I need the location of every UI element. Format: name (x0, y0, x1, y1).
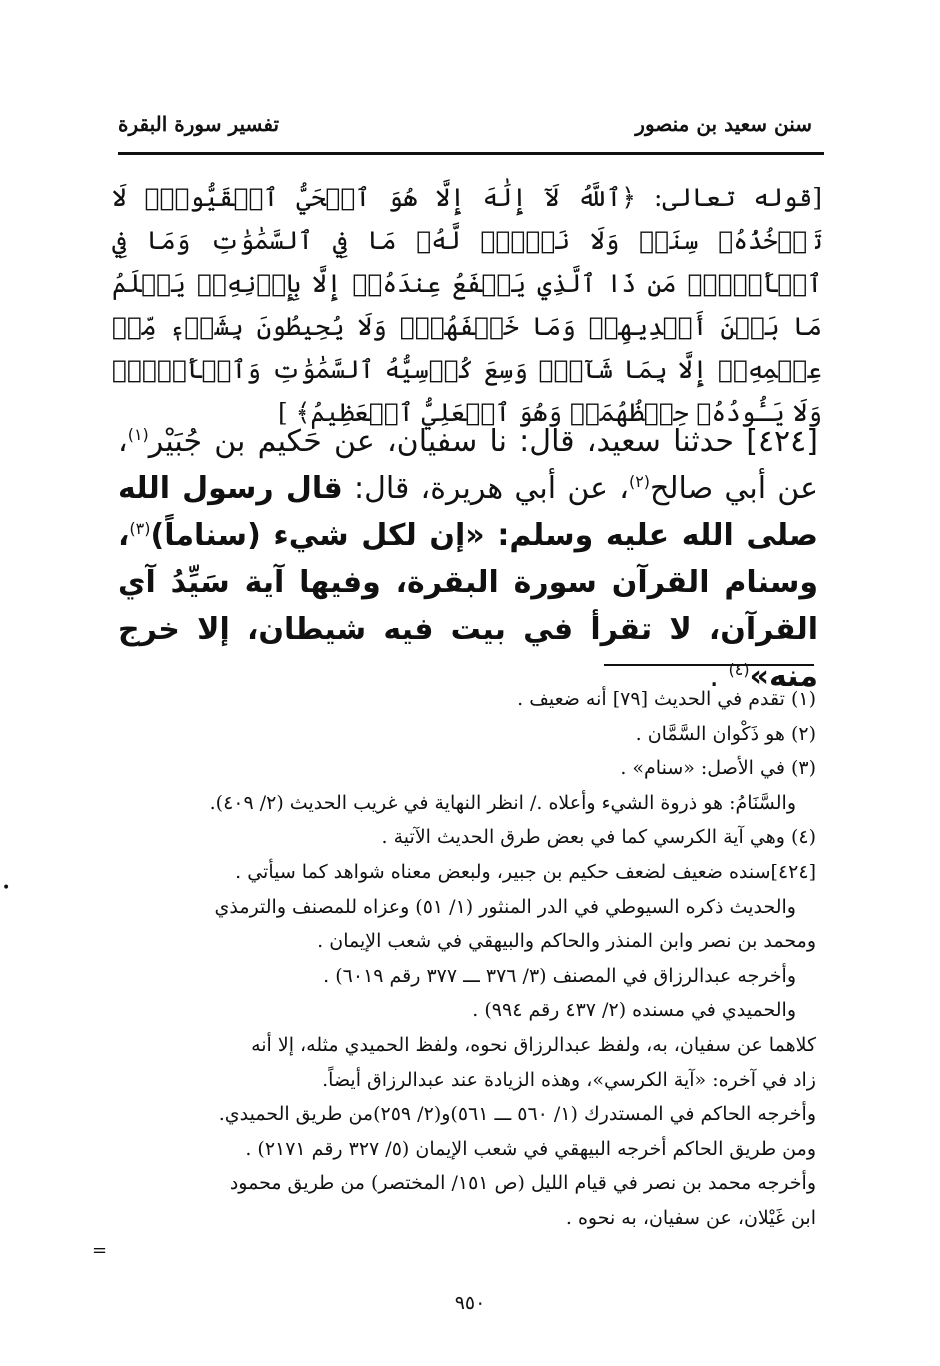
page-number: ٩٥٠ (454, 1292, 486, 1314)
header-rule (118, 152, 824, 155)
hadith-isnad: حدثنا سعيد، قال: نا سفيان، عن حَكيم بن جُبَيْر (148, 424, 734, 459)
takhrij-line: ابن غَيْلان، عن سفيان، به نحوه . (565, 1206, 816, 1229)
takhrij-line: زاد في آخره: «آية الكرسي»، وهذه الزيادة عند عبدالرزاق أيضاً. (322, 1068, 816, 1091)
footnote-line: (١) تقدم في الحديث [٧٩] أنه ضعيف . (517, 688, 816, 710)
footnote-line: (٢) هو ذَكْوان السَّمَّان . (635, 722, 816, 745)
footnote-line: والسَّنَامُ: هو ذروة الشيء وأعلاه ./ انظر النهاية في غريب الحديث (٢/ ٤٠٩). (209, 791, 796, 814)
footnote-ref-1: (١) (127, 425, 149, 444)
hadith-isnad: ، عن أبي هريرة، قال: (342, 471, 629, 506)
margin-equals-mark: = (92, 1240, 108, 1261)
footnotes (120, 682, 816, 1236)
takhrij-line: ومحمد بن نصر وابن المنذر والحاكم والبيهقي في شعب الإيمان . (317, 930, 816, 953)
hadith-text (118, 418, 818, 700)
footnote-line: (٤) وهي آية الكرسي كما في بعض طرق الحديث الآتية . (381, 826, 816, 849)
margin-dot: • (2, 880, 11, 896)
takhrij-line: كلاهما عن سفيان، به، ولفظ عبدالرزاق نحوه، ولفظ الحميدي مثله، إلا أنه (251, 1033, 816, 1056)
footnote-line: (٣) في الأصل: «سنام» . (620, 757, 816, 780)
takhrij-line: وأخرجه الحاكم في المستدرك (١/ ٥٦٠ ـــ ٥٦١)و(٢/ ٢٥٩)من طريق الحميدي. (218, 1103, 816, 1126)
takhrij-line: والحميدي في مسنده (٢/ ٤٣٧ رقم ٩٩٤) . (472, 999, 796, 1022)
takhrij-line: والحديث ذكره السيوطي في الدر المنثور (١/ ٥١) وعزاه للمصنف والترمذي (214, 895, 796, 918)
hadith-end: . (709, 659, 729, 694)
running-head-book-title: سنن سعيد بن منصور (635, 112, 812, 136)
footnote-ref-3: (٣) (129, 519, 151, 538)
footnote-ref-2: (٢) (628, 472, 651, 491)
takhrij-line: وأخرجه محمد بن نصر في قيام الليل (ص ١٥١/ المختصر) من طريق محمود (229, 1172, 816, 1195)
footnote-ref-4: (٤) (728, 660, 750, 679)
hadith-matn: قال رسول الله صلى الله عليه وسلم: «إن لكل شيء (سناماً) (118, 471, 818, 553)
hadith-isnad: ، عن أبي صالح (118, 424, 818, 506)
hadith-matn: ، وسنام القرآن سورة البقرة، وفيها آية سَيِّدُ آي القرآن، لا تقرأ في بيت فيه شيطان، إلا خرج منه» (118, 518, 818, 694)
hadith-number: [٤٢٤] (746, 424, 818, 459)
quran-verse: [قوله تعالى: ﴿ٱللَّهُ لَآ إِلَٰهَ إِلَّا هُوَ ٱلۡحَيُّ ٱلۡقَيُّومُۚ لَا تَأۡخُذُهُۥ سِنَةٞ وَلَا نَوۡمٞۚ لَّهُۥ مَا فِي ٱلسَّمَٰوَٰتِ وَمَا فِي ٱلۡأَرۡضِۗ مَن ذَا ٱلَّذِي يَشۡفَعُ عِندَهُۥٓ إِلَّا بِإِذۡنِهِۦۚ يَعۡلَمُ مَا بَيۡنَ أَيۡدِيهِمۡ وَمَا خَلۡفَهُمۡۖ وَلَا يُحِيطُونَ بِشَيۡءٖ مِّنۡ عِلۡمِهِۦٓ إِلَّا بِمَا شَآءَۚ وَسِعَ كُرۡسِيُّهُ ٱلسَّمَٰوَٰتِ وَٱلۡأَرۡضَۖ وَلَا يَـُٔودُهُۥ حِفۡظُهُمَاۚ وَهُوَ ٱلۡعَلِيُّ ٱلۡعَظِيمُ﴾ ] (112, 183, 822, 427)
running-head-section-title: تفسير سورة البقرة (118, 112, 280, 136)
takhrij-line: ومن طريق الحاكم أخرجه البيهقي في شعب الإيمان (٥/ ٣٢٧ رقم ٢١٧١) . (245, 1137, 816, 1160)
takhrij-line: [٤٢٤]سنده ضعيف لضعف حكيم بن جبير، ولبعض معناه شواهد كما سيأتي . (235, 860, 816, 883)
footnote-rule (604, 664, 814, 666)
takhrij-line: وأخرجه عبدالرزاق في المصنف (٣/ ٣٧٦ ـــ ٣٧٧ رقم ٦٠١٩) . (323, 964, 796, 987)
